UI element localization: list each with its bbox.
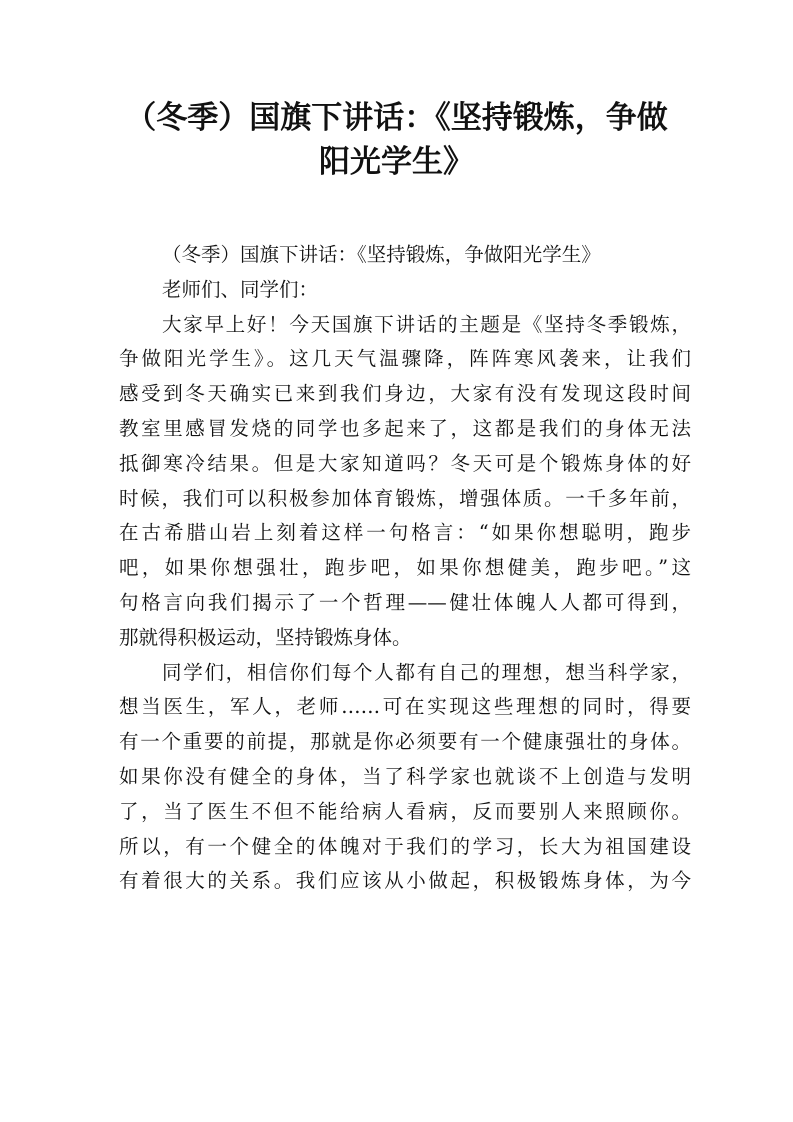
document-body — [119, 238, 691, 899]
paragraph-1 — [119, 308, 691, 656]
paragraph-line: 争做阳光学生》。这几天气温骤降，阵阵寒风袭来，让我们 — [119, 347, 691, 371]
document-subtitle: （冬季）国旗下讲话：《坚持锻炼，争做阳光学生》 — [162, 243, 601, 266]
paragraph-line: 大家早上好！今天国旗下讲话的主题是《坚持冬季锻炼， — [162, 312, 691, 336]
paragraph-line: 有着很大的关系。我们应该从小做起，积极锻炼身体，为今 — [119, 869, 691, 893]
salutation: 老师们、同学们： — [162, 277, 319, 301]
paragraph-line: 有一个重要的前提，那就是你必须要有一个健康强壮的身体。 — [119, 730, 691, 754]
paragraph-2 — [119, 656, 691, 900]
paragraph-line: 了，当了医生不但不能给病人看病，反而要别人来照顾你。 — [119, 799, 691, 823]
paragraph-line: 教室里感冒发烧的同学也多起来了，这都是我们的身体无法 — [119, 416, 691, 440]
title-line: （冬季）国旗下讲话：《坚持锻炼，争做 — [125, 100, 668, 136]
paragraph-line: 抵御寒冷结果。但是大家知道吗？冬天可是个锻炼身体的好 — [119, 451, 691, 475]
paragraph-line: 同学们，相信你们每个人都有自己的理想，想当科学家， — [162, 660, 691, 684]
paragraph-line: 句格言向我们揭示了一个哲理——健壮体魄人人都可得到， — [119, 590, 691, 614]
paragraph-line: 所以，有一个健全的体魄对于我们的学习，长大为祖国建设 — [119, 834, 691, 858]
paragraph-line: 那就得积极运动，坚持锻炼身体。 — [119, 625, 412, 649]
paragraph-line: 时候，我们可以积极参加体育锻炼，增强体质。一千多年前， — [119, 486, 691, 510]
document-title — [100, 96, 693, 184]
paragraph-line: 想当医生，军人，老师……可在实现这些理想的同时，得要 — [119, 695, 691, 719]
title-line: 阳光学生》 — [319, 144, 474, 180]
paragraph-line: 如果你没有健全的身体，当了科学家也就谈不上创造与发明 — [119, 764, 691, 788]
paragraph-line: 吧，如果你想强壮，跑步吧，如果你想健美，跑步吧。”这 — [119, 556, 691, 580]
paragraph-line: 感受到冬天确实已来到我们身边，大家有没有发现这段时间 — [119, 382, 691, 406]
paragraph-line: 在古希腊山岩上刻着这样一句格言：“如果你想聪明，跑步 — [119, 521, 691, 545]
